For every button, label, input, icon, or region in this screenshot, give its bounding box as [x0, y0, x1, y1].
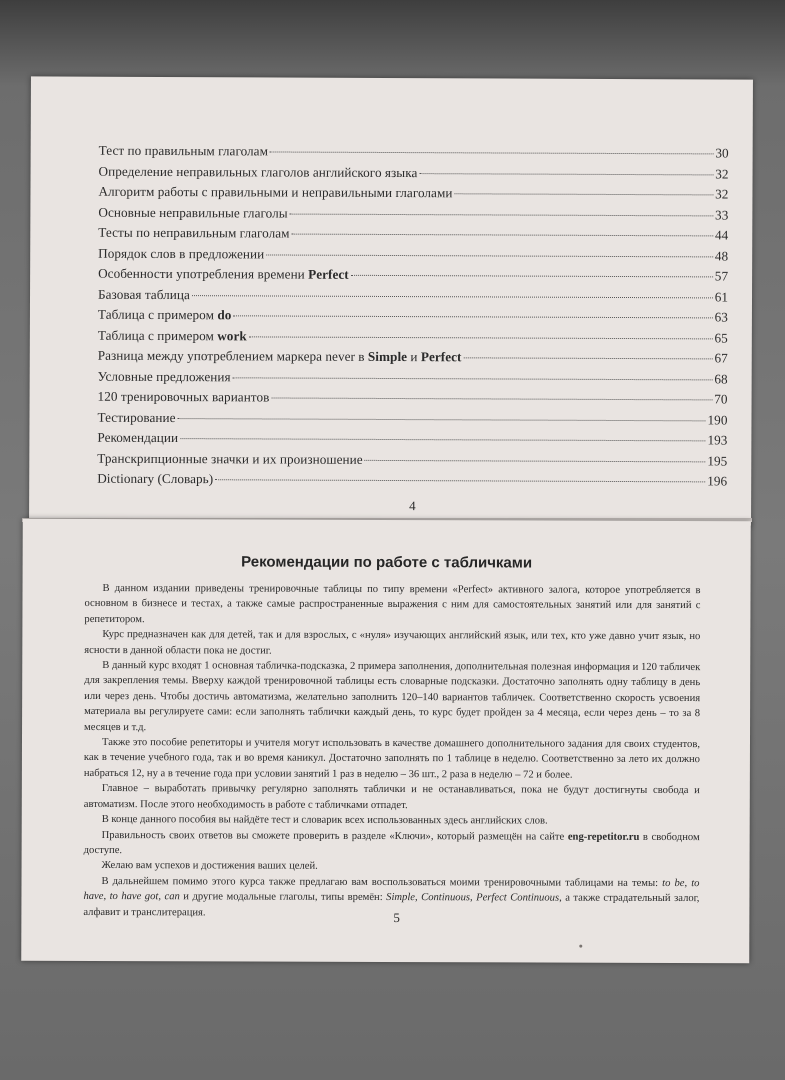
- toc-title: Тест по правильным глаголам: [98, 142, 269, 159]
- toc-title-bold: Perfect: [420, 349, 462, 365]
- toc-title-text: Таблица с примером: [97, 306, 218, 323]
- toc-page: 190: [707, 411, 728, 427]
- paragraph: Желаю вам успехов и достижения ваших целей.: [101, 860, 318, 873]
- toc-item: [97, 430, 727, 453]
- paragraph-text: и другие модальные глаголы, типы времён:: [179, 891, 387, 904]
- toc-leader: [249, 336, 713, 339]
- toc-title: [98, 348, 462, 366]
- toc-leader: [365, 459, 706, 461]
- toc-page: 68: [714, 370, 728, 386]
- toc-title: Основные неправильные глаголы: [98, 204, 288, 221]
- paragraph-text: , а также страдательный залог, алфавит и транслитерация.: [83, 892, 700, 918]
- toc-item: [98, 327, 728, 350]
- toc-title-text: Таблица с примером: [97, 327, 218, 343]
- toc-page: 70: [714, 391, 728, 407]
- toc-item: [99, 143, 729, 166]
- toc-leader: [290, 213, 713, 216]
- toc-leader: [351, 275, 713, 278]
- paragraph-text: В дальнейшем помимо этого курса также предлагаю вам воспользоваться моими тренировочными таблицами на темы:: [101, 875, 663, 889]
- toc-item: [98, 368, 728, 391]
- toc-title: Определение неправильных глаголов английского языка: [98, 163, 418, 180]
- paragraph: В данный курс входят 1 основная табличка-подсказка, 2 примера заполнения, дополнительная полезная информация и 120 табличек для закрепления темы. Вверху каждой тренировочной таблицы есть словарные подсказки. Достаточно заполнять одну таблицу в день или через день. Чтобы достичь автоматизма, желательно заполнить 120–140 вариантов табличек. Соответственно скорость усвоения материала вы регулируете сами: если заполнять таблички каждый день, то курс будет пройден за 4 месяца, если через день – то за 8 месяцев и т.д.: [84, 660, 701, 733]
- toc-leader: [178, 418, 706, 421]
- italic-text: to be, to have, to have got, can: [83, 877, 700, 903]
- paragraph-text: в свободном доступе.: [83, 831, 700, 856]
- toc-page: 65: [714, 329, 728, 345]
- toc-item: [98, 307, 728, 330]
- toc-leader: [192, 295, 713, 298]
- page-number: 4: [409, 498, 416, 514]
- toc-title: [98, 307, 232, 324]
- toc-title: Порядок слов в предложении: [98, 245, 265, 261]
- toc-leader: [180, 438, 705, 441]
- paragraph: В данном издании приведены тренировочные таблицы по типу времени «Perfect» активного залога, которое употребляется в основном в бизнесе и тестах, а также самые распространенные выражения с ним для самостоятельных занятий или для занятий с репетитором.: [84, 583, 701, 625]
- toc-title-text: Особенности употребления времени: [98, 265, 309, 282]
- paragraph: [84, 827, 700, 860]
- toc-item: [99, 163, 729, 186]
- toc-leader: [292, 234, 713, 237]
- paragraph: В конце данного пособия вы найдёте тест и словарик всех использованных здесь английских слов.: [101, 814, 548, 827]
- page-number: 5: [393, 910, 400, 926]
- toc-title-bold: do: [217, 307, 232, 323]
- toc-page: 196: [707, 473, 728, 489]
- toc-leader: [464, 357, 713, 359]
- toc-item: [98, 184, 728, 207]
- toc-item: [97, 450, 727, 473]
- toc-leader: [266, 254, 713, 257]
- section-heading: Рекомендации по работе с табличками: [241, 553, 533, 572]
- paragraph-text: Правильность своих ответов вы сможете проверить в разделе «Ключи», который размещён на сайте: [101, 829, 568, 843]
- toc-title-bold: Perfect: [308, 266, 349, 282]
- toc-page: 67: [714, 350, 728, 366]
- toc-title: [98, 266, 349, 283]
- toc-title: Алгоритм работы с правильными и неправильными глаголами: [98, 183, 453, 201]
- toc-leader: [271, 397, 712, 400]
- toc-item: [98, 389, 728, 412]
- section-body: [83, 581, 700, 922]
- scan-speck: [579, 945, 582, 948]
- toc-title: Тестирование: [97, 409, 176, 425]
- toc-title: 120 тренировочных вариантов: [97, 388, 270, 405]
- toc-page: 48: [714, 247, 729, 263]
- toc-title: Рекомендации: [97, 429, 179, 446]
- toc-item: [98, 348, 728, 371]
- toc-leader: [454, 193, 713, 195]
- toc-item: [97, 471, 727, 494]
- toc-page: 57: [714, 268, 729, 284]
- paragraph: [83, 874, 699, 922]
- site-link: eng-repetitor.ru: [567, 831, 640, 843]
- page-top: [29, 76, 753, 525]
- table-of-contents: [97, 143, 729, 494]
- toc-item: [98, 286, 728, 309]
- toc-page: 44: [714, 227, 729, 243]
- toc-page: 195: [707, 452, 728, 468]
- toc-item: [97, 409, 727, 432]
- toc-title-text: Разница между употреблением маркера never в: [97, 347, 368, 364]
- toc-title: Базовая таблица: [97, 286, 190, 302]
- paragraph: Курс предназначен как для детей, так и для взрослых, с «нуля» изучающих английский язык, или тех, кто уже давно учит язык, но ясности в данной области пока не достиг.: [84, 629, 701, 657]
- paragraph: Также это пособие репетиторы и учителя могут использовать в качестве домашнего дополнительного задания для своих студентов, как в течение учебного года, так и во время каникул. Достаточно заполнять по 1 таблице в неделю. Соответственно за лето их должно набраться 12, ну а в течение года при условии занятий 1 раз в неделю – 36 шт., 2 раза в неделю – 72 и более.: [83, 737, 701, 781]
- toc-title: [98, 327, 247, 344]
- toc-title-bold: work: [217, 327, 247, 343]
- toc-title: Транскрипционные значки и их произношение: [97, 450, 363, 467]
- toc-item: [98, 225, 728, 248]
- toc-title: Условные предложения: [97, 368, 231, 384]
- toc-page: 30: [715, 145, 729, 161]
- toc-page: 193: [707, 432, 728, 448]
- page-bottom: [21, 519, 751, 964]
- toc-page: 63: [714, 309, 728, 325]
- toc-item: [98, 245, 728, 268]
- toc-title-mid: и: [407, 349, 421, 365]
- toc-leader: [233, 377, 713, 380]
- italic-text: Simple, Continuous, Perfect Continuous: [386, 892, 560, 904]
- toc-page: 33: [715, 206, 729, 222]
- toc-title: Тесты по неправильным глаголам: [98, 224, 290, 241]
- toc-page: 32: [715, 186, 729, 202]
- toc-page: 32: [715, 165, 729, 181]
- toc-item: [98, 204, 728, 227]
- toc-leader: [233, 315, 712, 318]
- toc-title-bold: Simple: [367, 348, 408, 365]
- toc-leader: [419, 173, 713, 175]
- toc-item: [98, 266, 728, 289]
- toc-page: 61: [714, 288, 729, 304]
- paragraph: Главное – выработать привычку регулярно заполнять таблички и не останавливаться, пока не будут достигнуты свобода и автоматизм. После этого необходимость в работе с табличками отпадет.: [83, 783, 700, 811]
- toc-title: Dictionary (Словарь): [97, 470, 214, 487]
- toc-leader: [215, 479, 705, 482]
- toc-leader: [270, 151, 713, 154]
